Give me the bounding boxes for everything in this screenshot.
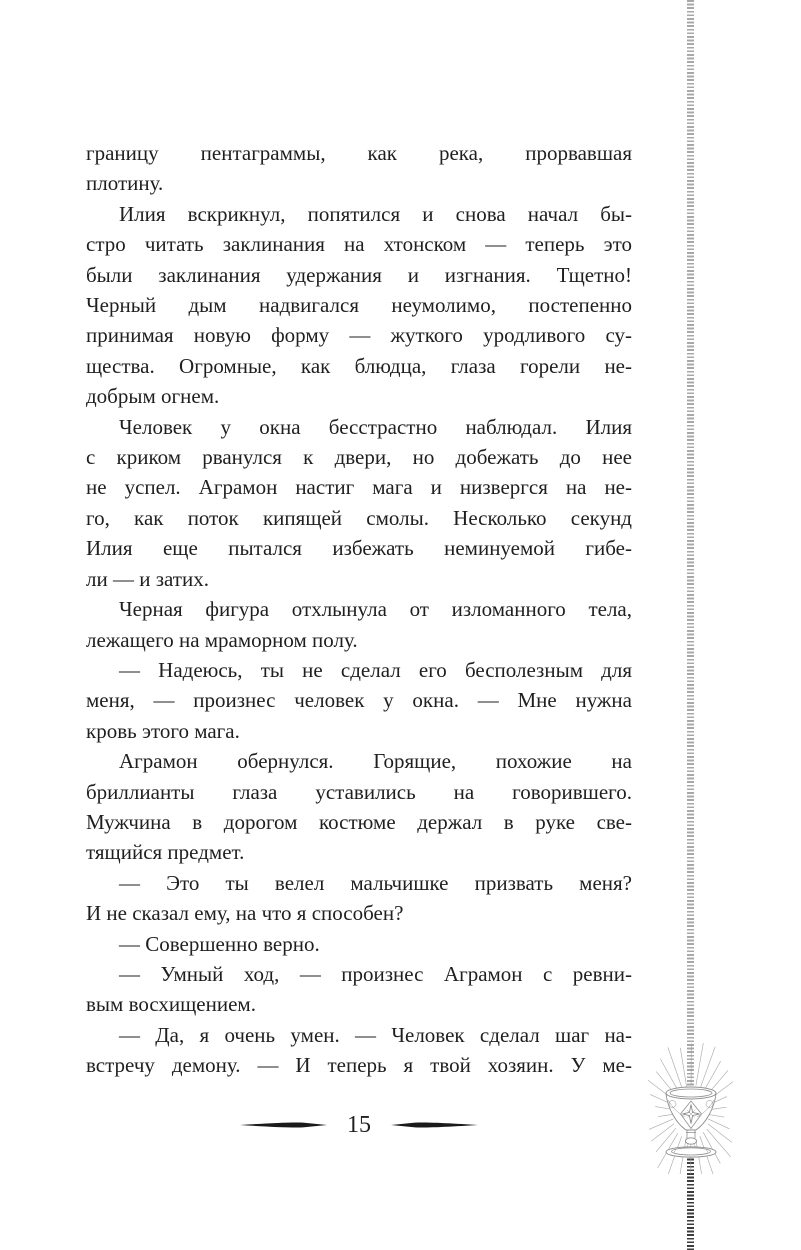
paragraph <box>86 594 632 655</box>
text-line: — Это ты велел мальчишке призвать меня? <box>119 870 632 895</box>
text-line: добрым огнем. <box>86 384 220 409</box>
text-line: встречу демону. — И теперь я твой хозяин. У ме- <box>86 1053 632 1078</box>
text-line: тящийся предмет. <box>86 840 245 865</box>
text-line: кровь этого мага. <box>86 718 240 743</box>
paragraph <box>86 959 632 1020</box>
paragraph <box>86 868 632 929</box>
text-line: вым восхищением. <box>86 992 256 1017</box>
text-line: Илия еще пытался избежать неминуемой гибе- <box>86 536 632 561</box>
text-line: с криком рванулся к двери, но добежать до нее <box>86 445 632 470</box>
text-line: были заклинания удержания и изгнания. Тщетно! <box>86 262 632 287</box>
text-line: — Совершенно верно. <box>119 931 320 956</box>
text-line: плотину. <box>86 171 164 196</box>
text-line: — Умный ход, — произнес Аграмон с ревни- <box>119 961 632 986</box>
text-line: меня, — произнес человек у окна. — Мне нужна <box>86 688 632 713</box>
text-line: Черный дым надвигался неумолимо, постепенно <box>86 293 632 318</box>
body-text <box>86 138 632 1081</box>
page-number-ornament-right <box>390 1120 478 1130</box>
text-line: — Да, я очень умен. — Человек сделал шаг на- <box>119 1022 632 1047</box>
page-number-ornament-left <box>240 1120 328 1130</box>
side-rule-top <box>687 0 694 1090</box>
text-line: Черная фигура отхлынула от изломанного тела, <box>119 597 632 622</box>
text-line: — Надеюсь, ты не сделал его бесполезным для <box>119 657 632 682</box>
chalice-icon <box>645 1042 737 1174</box>
text-line: принимая новую форму — жуткого уродливого су- <box>86 323 632 348</box>
text-line: Мужчина в дорогом костюме держал в руке све- <box>86 809 632 834</box>
text-line: го, как поток кипящей смолы. Несколько секунд <box>86 505 632 530</box>
text-line: И не сказал ему, на что я способен? <box>86 901 404 926</box>
text-line: Илия вскрикнул, попятился и снова начал бы- <box>119 201 632 226</box>
text-line: границу пентаграммы, как река, прорвавшая <box>86 141 632 165</box>
text-line: лежащего на мраморном полу. <box>86 627 358 652</box>
text-line: бриллианты глаза уставились на говорившего. <box>86 779 632 804</box>
text-line: ли — и затих. <box>86 566 209 591</box>
text-line: щества. Огромные, как блюдца, глаза горели не- <box>86 353 632 378</box>
paragraph <box>86 138 632 199</box>
page-footer <box>86 1105 632 1145</box>
paragraph <box>86 746 632 868</box>
paragraph <box>86 199 632 412</box>
text-line: Аграмон обернулся. Горящие, похожие на <box>119 749 632 774</box>
paragraph <box>86 929 632 959</box>
text-line: не успел. Аграмон настиг мага и низвергся на не- <box>86 475 632 500</box>
paragraph <box>86 1020 632 1081</box>
page-number: 15 <box>347 1112 371 1138</box>
text-line: стро читать заклинания на хтонском — теперь это <box>86 232 632 257</box>
text-line: Человек у окна бесстрастно наблюдал. Илия <box>119 414 632 439</box>
paragraph <box>86 412 632 594</box>
paragraph <box>86 655 632 746</box>
